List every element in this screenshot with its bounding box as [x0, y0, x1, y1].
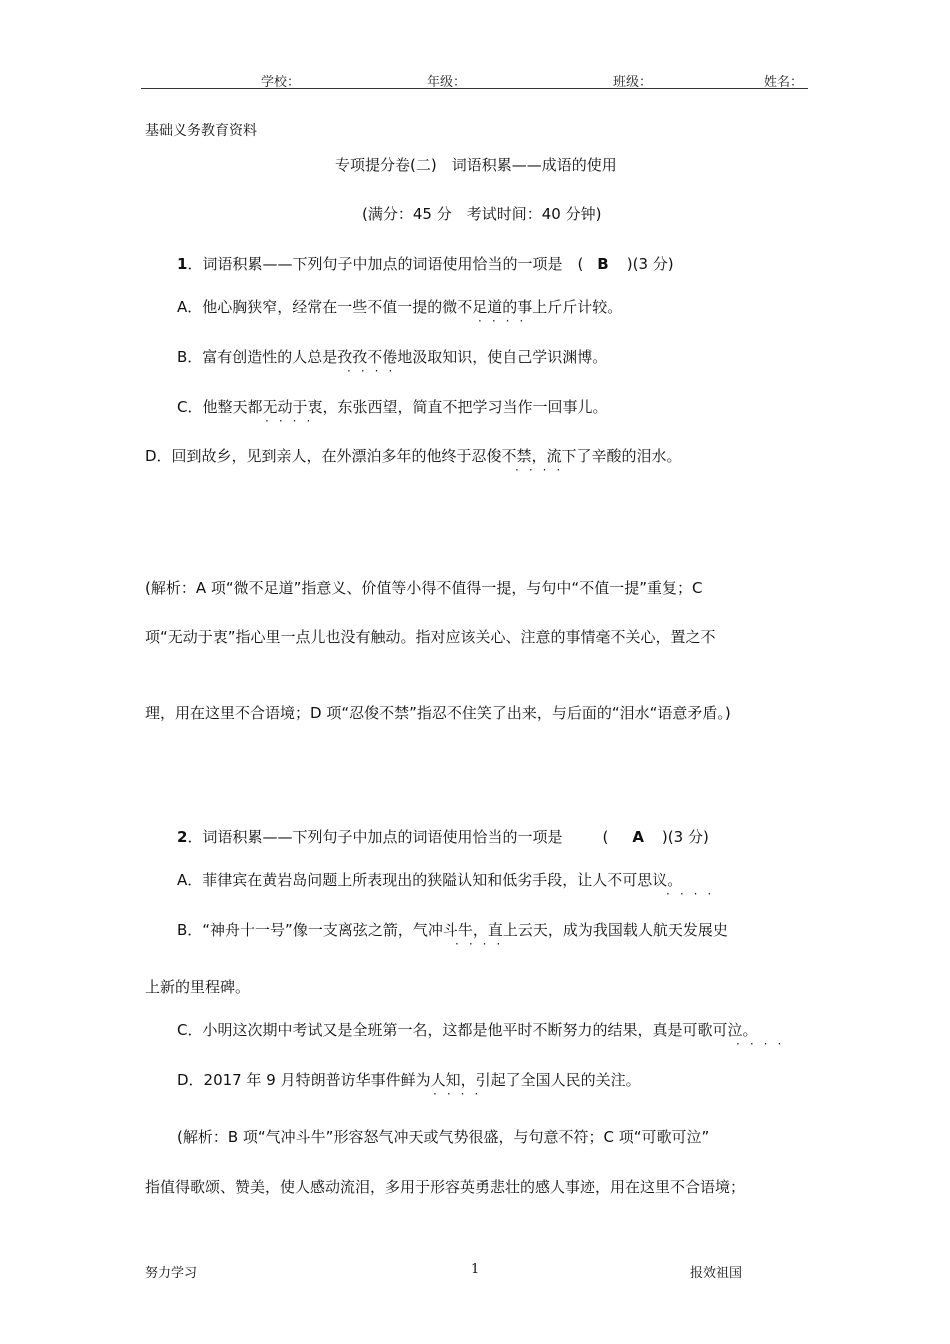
- header-rule: [141, 88, 808, 89]
- question-2-paren: (: [602, 828, 609, 846]
- q1-analysis-line-3: 理，用在这里不合语境；D 项“忍俊不禁”指忍不住笑了出来，与后面的“泪水“语意矛盾。): [145, 704, 731, 722]
- emphasis-dots: ····: [265, 414, 321, 428]
- question-2-text: ．词语积累——下列句子中加点的词语使用恰当的一项是: [187, 828, 563, 846]
- q1-option-c: C．他整天都无动于衷，东张西望，简直不把学习当作一回事儿。: [177, 398, 608, 416]
- q2-option-a: A．菲律宾在黄岩岛问题上所表现出的狭隘认知和低劣手段，让人不可思议。: [177, 871, 683, 889]
- q1-option-a: A．他心胸狭窄，经常在一些不值一提的微不足道的事上斤斤计较。: [177, 298, 623, 316]
- q2-option-c: C．小明这次期中考试又是全班第一名，这都是他平时不断努力的结果，真是可歌可泣。: [177, 1021, 758, 1039]
- class-label: 班级：: [613, 75, 653, 90]
- question-2-number: 2: [177, 828, 188, 846]
- emphasis-dots: ····: [736, 1037, 792, 1051]
- source-note: 基础义务教育资料: [145, 123, 257, 139]
- q1-option-d: D．回到故乡，见到亲人，在外漂泊多年的他终于忍俊不禁，流下了辛酸的泪水。: [145, 447, 682, 465]
- question-1-text: ．词语积累——下列句子中加点的词语使用恰当的一项是 (: [187, 255, 584, 273]
- grade-label: 年级：: [427, 75, 467, 90]
- footer-right: 报效祖国: [690, 1266, 743, 1281]
- question-1-number: 1: [177, 255, 188, 273]
- page-title: 专项提分卷(二) 词语积累——成语的使用: [335, 156, 617, 174]
- q1-analysis-line-2: 项“无动于衷”指心里一点儿也没有触动。指对应该关心、注意的事情毫不关心，置之不: [145, 628, 716, 646]
- question-1-points: )(3 分): [626, 255, 674, 273]
- name-label: 姓名：: [764, 75, 804, 90]
- question-2-stem: [177, 826, 709, 847]
- question-1-answer: B: [597, 255, 609, 273]
- q2-analysis-line-2: 指值得歌颂、赞美，使人感动流泪，多用于形容英勇悲壮的感人事迹，用在这里不合语境；: [145, 1178, 746, 1196]
- question-2-answer: A: [632, 828, 644, 846]
- emphasis-dots: ····: [347, 364, 403, 378]
- emphasis-dots: ····: [478, 314, 534, 328]
- q2-option-b: B．“神舟十一号”像一支离弦之箭，气冲斗牛，直上云天，成为我国载人航天发展史: [177, 921, 728, 939]
- q2-analysis-line-1: (解析：B 项“气冲斗牛”形容怒气冲天或气势很盛，与句意不符；C 项“可歌可泣”: [177, 1128, 710, 1146]
- page-number: 1: [471, 1262, 480, 1277]
- q1-option-b: B．富有创造性的人总是孜孜不倦地汲取知识，使自己学识渊博。: [177, 348, 608, 366]
- emphasis-dots: ····: [666, 887, 722, 901]
- q2-option-b-cont: 上新的里程碑。: [145, 978, 251, 996]
- emphasis-dots: ····: [433, 1087, 489, 1101]
- school-label: 学校：: [261, 75, 301, 90]
- q1-analysis-line-1: (解析：A 项“微不足道”指意义、价值等小得不值得一提，与句中“不值一提”重复；C: [145, 579, 703, 597]
- page-subtitle: (满分：45 分 考试时间：40 分钟): [362, 205, 602, 223]
- question-1-stem: [177, 253, 674, 274]
- question-2-points: )(3 分): [661, 828, 709, 846]
- emphasis-dots: ····: [455, 937, 511, 951]
- emphasis-dots: ····: [515, 463, 571, 477]
- q2-option-d: D．2017 年 9 月特朗普访华事件鲜为人知，引起了全国人民的关注。: [177, 1071, 641, 1089]
- footer-left: 努力学习: [145, 1266, 198, 1281]
